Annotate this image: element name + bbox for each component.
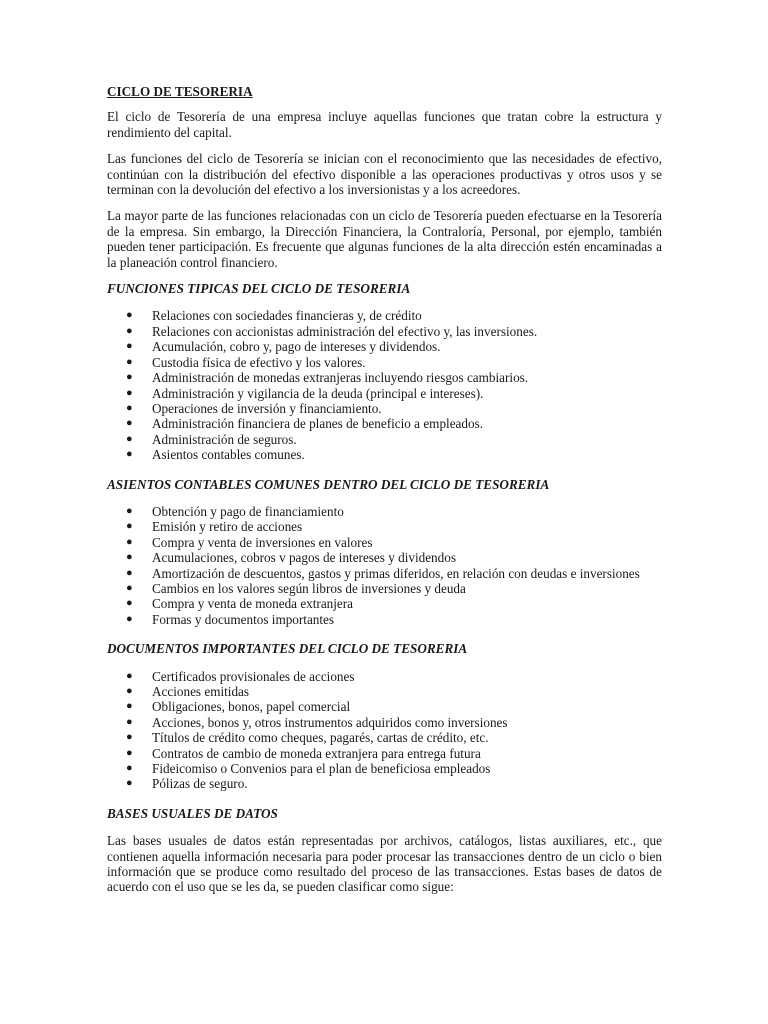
list-item-text: Contratos de cambio de moneda extranjera para entrega futura xyxy=(152,745,481,761)
list-item xyxy=(107,669,662,684)
list-item-text: Administración de monedas extranjeras incluyendo riesgos cambiarios. xyxy=(152,370,529,386)
list-item-text: Relaciones con sociedades financieras y, de crédito xyxy=(152,308,422,324)
intro-paragraph: Las funciones del ciclo de Tesorería se inician con el reconocimiento que las necesidades de efectivo, continúan con la distribución del efectivo disponible a las operaciones productivas y otros usos y se terminan con la devolución del efectivo a los inversionistas y a los acreedores. xyxy=(107,151,662,198)
list-item xyxy=(107,715,662,730)
list-item xyxy=(107,535,662,550)
intro-paragraph: La mayor parte de las funciones relacionadas con un ciclo de Tesorería pueden efectuarse en la Tesorería de la empresa. Sin embargo, la Dirección Financiera, la Contraloría, Personal, por ejemplo, también pueden tener participación. Es frecuente que algunas funciones de la alta dirección estén encaminadas a la planeación control financiero. xyxy=(107,208,662,270)
section-heading-funciones: FUNCIONES TIPICAS DEL CICLO DE TESORERIA xyxy=(107,281,411,297)
list-item-text: Cambios en los valores según libros de inversiones y deuda xyxy=(152,580,466,596)
list-asientos xyxy=(107,504,662,627)
list-funciones xyxy=(107,308,662,462)
document-title: CICLO DE TESORERIA xyxy=(107,84,253,99)
bullet-icon: ● xyxy=(126,581,133,594)
list-item-text: Administración y vigilancia de la deuda (principal e intereses). xyxy=(152,385,484,401)
list-item xyxy=(107,324,662,339)
list-item xyxy=(107,339,662,354)
list-item xyxy=(107,581,662,596)
bullet-icon: ● xyxy=(126,597,133,610)
bullet-icon: ● xyxy=(126,309,133,322)
bullet-icon: ● xyxy=(126,448,133,461)
intro-paragraph: El ciclo de Tesorería de una empresa incluye aquellas funciones que tratan cobre la estructura y rendimiento del capital. xyxy=(107,109,662,140)
list-item xyxy=(107,776,662,791)
section-heading-documentos: DOCUMENTOS IMPORTANTES DEL CICLO DE TESORERIA xyxy=(107,641,468,657)
list-item xyxy=(107,504,662,519)
list-item-text: Emisión y retiro de acciones xyxy=(152,519,303,535)
list-item-text: Amortización de descuentos, gastos y primas diferidos, en relación con deudas e inversiones xyxy=(152,565,640,581)
list-item xyxy=(107,447,662,462)
list-item-text: Obligaciones, bonos, papel comercial xyxy=(152,699,351,715)
bullet-icon: ● xyxy=(126,700,133,713)
bullet-icon: ● xyxy=(126,520,133,533)
list-item xyxy=(107,308,662,323)
list-item-text: Relaciones con accionistas administración del efectivo y, las inversiones. xyxy=(152,323,538,339)
bullet-icon: ● xyxy=(126,535,133,548)
list-item xyxy=(107,370,662,385)
list-item xyxy=(107,386,662,401)
bullet-icon: ● xyxy=(126,417,133,430)
list-item-text: Operaciones de inversión y financiamiento. xyxy=(152,400,382,416)
list-item-text: Custodia física de efectivo y los valores. xyxy=(152,354,366,370)
list-item xyxy=(107,596,662,611)
list-item-text: Formas y documentos importantes xyxy=(152,611,335,627)
list-item-text: Compra y venta de inversiones en valores xyxy=(152,534,373,550)
bullet-icon: ● xyxy=(126,715,133,728)
bullet-icon: ● xyxy=(126,386,133,399)
section-heading-asientos: ASIENTOS CONTABLES COMUNES DENTRO DEL CICLO DE TESORERIA xyxy=(107,476,550,492)
list-item-text: Pólizas de seguro. xyxy=(152,776,248,792)
bullet-icon: ● xyxy=(126,340,133,353)
bullet-icon: ● xyxy=(126,504,133,517)
bullet-icon: ● xyxy=(126,371,133,384)
list-item xyxy=(107,730,662,745)
list-item xyxy=(107,355,662,370)
list-item-text: Administración financiera de planes de beneficio a empleados. xyxy=(152,416,484,432)
list-item-text: Acumulaciones, cobros v pagos de intereses y dividendos xyxy=(152,550,456,566)
list-item xyxy=(107,401,662,416)
bullet-icon: ● xyxy=(126,731,133,744)
list-item-text: Certificados provisionales de acciones xyxy=(152,668,355,684)
list-documentos xyxy=(107,669,662,792)
bullet-icon: ● xyxy=(126,746,133,759)
list-item-text: Compra y venta de moneda extranjera xyxy=(152,596,354,612)
list-item-text: Administración de seguros. xyxy=(152,431,297,447)
document-page xyxy=(107,84,662,906)
list-item xyxy=(107,566,662,581)
bullet-icon: ● xyxy=(126,612,133,625)
bases-paragraph: Las bases usuales de datos están representadas por archivos, catálogos, listas auxiliares, etc., que contienen aquella información necesaria para poder procesar las transacciones dentro de un ciclo o bien información que se produce como resultado del proceso de las transacciones. Estas bases de datos de acuerdo con el uso que se les da, se pueden clasificar como sigue: xyxy=(107,833,662,895)
bullet-icon: ● xyxy=(126,685,133,697)
list-item xyxy=(107,761,662,776)
list-item xyxy=(107,699,662,714)
bullet-icon: ● xyxy=(126,324,133,337)
bullet-icon: ● xyxy=(126,777,133,790)
list-item-text: Asientos contables comunes. xyxy=(152,447,305,463)
list-item-text: Obtención y pago de financiamiento xyxy=(152,503,344,519)
list-item-text: Acumulación, cobro y, pago de intereses y dividendos. xyxy=(152,339,441,355)
bullet-icon: ● xyxy=(126,669,133,682)
list-item-text: Títulos de crédito como cheques, pagarés, cartas de crédito, etc. xyxy=(152,730,489,746)
bullet-icon: ● xyxy=(126,355,133,368)
bullet-icon: ● xyxy=(126,401,133,414)
list-item xyxy=(107,684,662,699)
list-item xyxy=(107,519,662,534)
bullet-icon: ● xyxy=(126,762,133,775)
bullet-icon: ● xyxy=(126,566,133,579)
list-item xyxy=(107,550,662,565)
list-item xyxy=(107,432,662,447)
list-item-text: Acciones, bonos y, otros instrumentos adquiridos como inversiones xyxy=(152,714,508,730)
list-item xyxy=(107,612,662,627)
list-item-text: Fideicomiso o Convenios para el plan de beneficiosa empleados xyxy=(152,761,491,777)
bullet-icon: ● xyxy=(126,551,133,564)
section-heading-bases: BASES USUALES DE DATOS xyxy=(107,805,278,821)
bullet-icon: ● xyxy=(126,432,133,445)
list-item xyxy=(107,746,662,761)
list-item-text: Acciones emitidas xyxy=(152,684,250,699)
list-item xyxy=(107,416,662,431)
